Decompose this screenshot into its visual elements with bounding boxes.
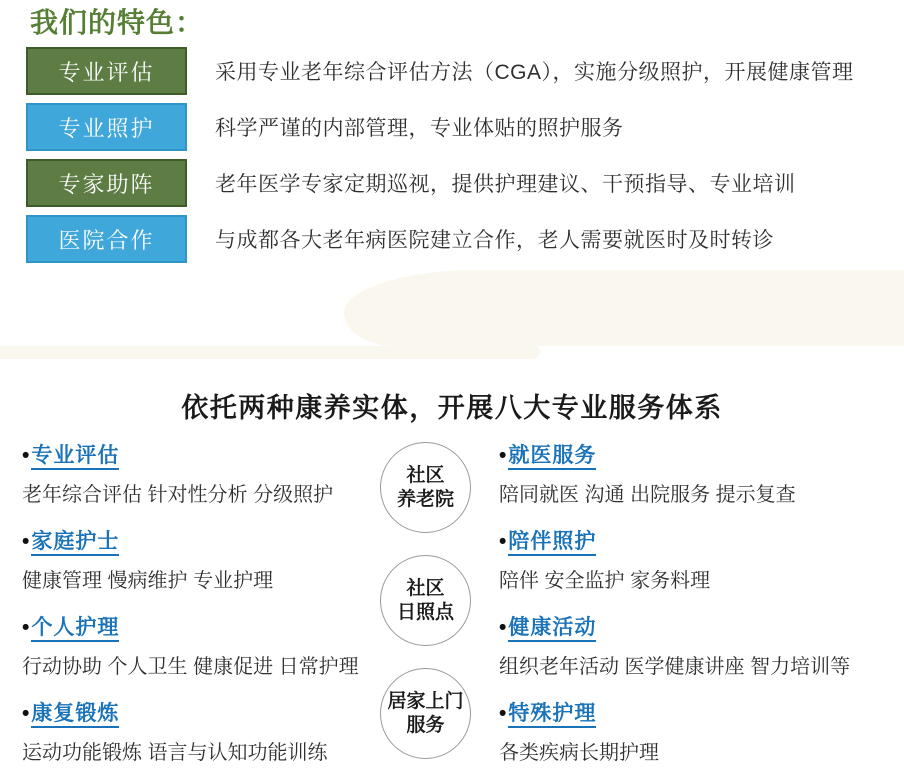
service-item-personal-care: [22, 614, 380, 680]
service-item-health-activities: [499, 614, 904, 680]
entity-circle-daycare-point: [380, 555, 471, 646]
feature-row: [26, 215, 904, 263]
services-heading: 依托两种康养实体，开展八大专业服务体系: [181, 393, 723, 423]
features-heading: 我们的特色：: [30, 7, 205, 38]
bullet-icon: •: [22, 616, 30, 639]
circle-label-line: 社区: [406, 577, 445, 599]
service-link-medical-visit[interactable]: 就医服务: [508, 444, 596, 470]
circle-label-line: 日照点: [396, 601, 454, 623]
service-link-special-care[interactable]: 特殊护理: [508, 702, 596, 728]
service-title: [499, 528, 904, 556]
service-title: [22, 528, 380, 556]
service-desc: 组织老年活动 医学健康讲座 智力培训等: [499, 656, 851, 678]
service-item-medical-visit: [499, 442, 904, 508]
entity-circles: [380, 442, 472, 782]
feature-row: [26, 47, 904, 95]
service-desc: 陪同就医 沟通 出院服务 提示复查: [499, 484, 796, 506]
service-title: [22, 614, 380, 642]
bullet-icon: •: [22, 702, 30, 725]
service-link-companion-care[interactable]: 陪伴照护: [508, 530, 596, 556]
service-link-home-nurse[interactable]: 家庭护士: [31, 530, 119, 556]
service-title: [22, 442, 380, 470]
bullet-icon: •: [499, 702, 507, 725]
bullet-icon: •: [22, 444, 30, 467]
service-desc: 健康管理 慢病维护 专业护理: [22, 570, 274, 592]
service-item-rehab: [22, 700, 380, 766]
feature-tag-experts: 专家助阵: [26, 159, 187, 207]
circle-label-line: 社区: [406, 464, 445, 486]
service-desc: 各类疾病长期护理: [499, 742, 659, 764]
service-link-personal-care[interactable]: 个人护理: [31, 616, 119, 642]
features-section: [26, 8, 904, 271]
services-section: [22, 442, 904, 782]
decorative-cream-strip: [0, 346, 540, 359]
service-item-home-nurse: [22, 528, 380, 594]
services-left-column: [22, 442, 380, 782]
bullet-icon: •: [22, 530, 30, 553]
services-right-column: [472, 442, 904, 782]
feature-row: [26, 159, 904, 207]
service-item-companion-care: [499, 528, 904, 594]
service-title: [499, 442, 904, 470]
feature-desc: 科学严谨的内部管理，专业体贴的照护服务: [215, 117, 624, 140]
circle-label-line: 养老院: [396, 488, 454, 510]
bullet-icon: •: [499, 616, 507, 639]
circle-label-line: 居家上门: [387, 690, 464, 712]
service-desc: 老年综合评估 针对性分析 分级照护: [22, 484, 334, 506]
feature-desc: 老年医学专家定期巡视，提供护理建议、干预指导、专业培训: [215, 173, 796, 196]
circle-label-line: 服务: [406, 714, 445, 736]
service-link-rehab[interactable]: 康复锻炼: [31, 702, 119, 728]
service-link-assessment[interactable]: 专业评估: [31, 444, 119, 470]
service-item-special-care: [499, 700, 904, 766]
service-desc: 运动功能锻炼 语言与认知功能训练: [22, 742, 328, 764]
feature-desc: 与成都各大老年病医院建立合作，老人需要就医时及时转诊: [215, 229, 774, 252]
entity-circle-home-visit: [380, 668, 471, 759]
feature-desc: 采用专业老年综合评估方法（CGA），实施分级照护，开展健康管理: [215, 61, 854, 84]
feature-tag-assessment: 专业评估: [26, 47, 187, 95]
entity-circle-community-home: [380, 442, 471, 533]
feature-row: [26, 103, 904, 151]
service-title: [22, 700, 380, 728]
bullet-icon: •: [499, 530, 507, 553]
service-title: [499, 700, 904, 728]
service-title: [499, 614, 904, 642]
service-link-health-activities[interactable]: 健康活动: [508, 616, 596, 642]
bullet-icon: •: [499, 444, 507, 467]
feature-tag-hospital: 医院合作: [26, 215, 187, 263]
service-desc: 行动协助 个人卫生 健康促进 日常护理: [22, 656, 359, 678]
service-item-assessment: [22, 442, 380, 508]
decorative-cream-shape: [344, 270, 904, 346]
feature-tag-care: 专业照护: [26, 103, 187, 151]
service-desc: 陪伴 安全监护 家务料理: [499, 570, 711, 592]
